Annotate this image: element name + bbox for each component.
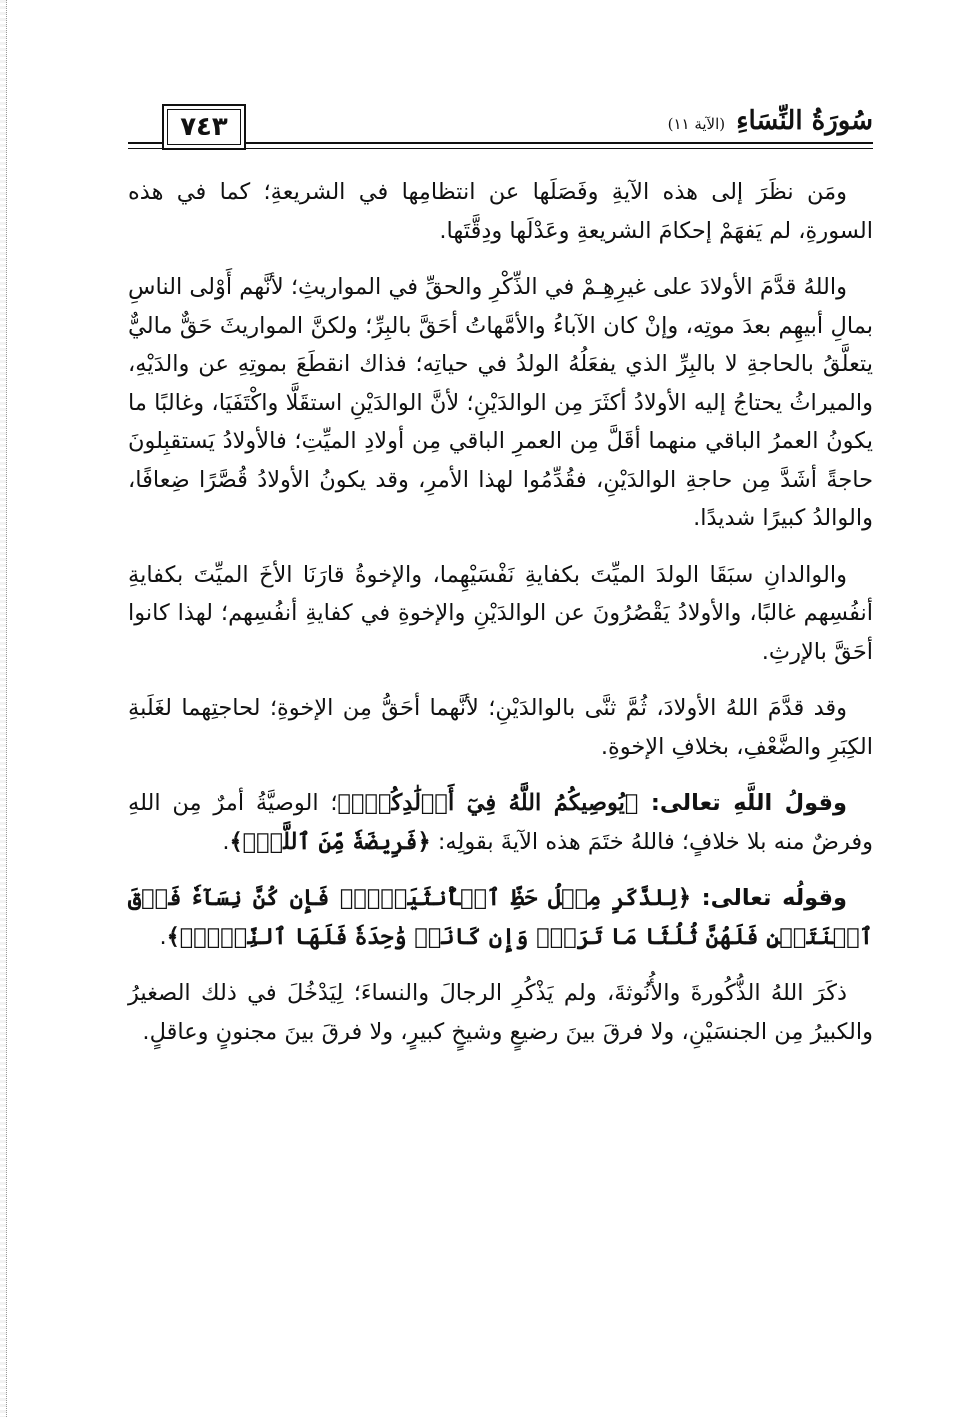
sentence-end: . [222, 828, 230, 855]
page-number: ٧٤٣ [167, 109, 241, 145]
page-number-box [162, 104, 246, 150]
paragraph-3: والوالدانِ سبَقَا الولدَ الميِّتَ بكفايةِ نَفْسَيْهِما، والإخوةُ قارَنَا الأخَ الميِّتَ بكفايةِ أنفُسِهم غالبًا، والأولادُ يَقْصُرُونَ عن الوالدَيْنِ والإخوةِ في كفايةِ أنفُسِهم؛ لهذا كانوا أحَقَّ بالإرثِ. [128, 561, 873, 665]
paragraph-4: وقد قدَّمَ اللهُ الأولادَ، ثُمَّ ثنَّى بالوالدَيْنِ؛ لأنَّهما أحَقُّ مِن الإخوةِ؛ لحاجتِهما لغَلَبةِ الكِبَرِ والضَّعْفِ، بخلافِ الإخوةِ. [128, 695, 873, 760]
page-header [128, 100, 873, 160]
scan-edge [0, 0, 7, 1417]
sentence-end: . [159, 923, 167, 950]
page-body [128, 173, 873, 1069]
running-title [658, 106, 873, 136]
paragraph-7: ذكَرَ اللهُ الذُّكُورةَ والأُنُوثةَ، ولم يَذْكُرِ الرجالَ والنساءَ؛ لِيَدْخُلَ في ذلك الصغيرُ والكبيرُ مِن الجنسَيْنِ، ولا فرقَ بينَ رضيعٍ وشيخٍ كبيرٍ، ولا فرقَ بينَ مجنونٍ وعاقلٍ. [128, 980, 873, 1045]
quran-quote: ﴿فَرِيضَةٗ مِّنَ ٱللَّهِۗ﴾ [229, 828, 431, 855]
paragraph-6 [128, 879, 873, 956]
quran-quote: ﴿لِلذَّكَرِ مِثۡلُ حَظِّ ٱلۡأُنثَيَيۡنِۚ فَإِن كُنَّ نِسَآءٗ فَوۡقَ ٱثۡنَتَيۡنِ فَلَهُنَّ ثُلُثَا مَا تَرَكَۖ وَإِن كَانَتۡ وَٰحِدَةٗ فَلَهَا ٱلنِّصۡفُۚ﴾ [128, 885, 873, 950]
verse-lead: وقولُه تعالى: [691, 885, 847, 911]
quran-quote: ﴿يُوصِيكُمُ اللَّهُ فِيٓ أَوۡلَٰدِكُمۡۖ﴾ [337, 790, 639, 816]
commentary-text: ؛ الوصيَّةُ أمرٌ مِن اللهِ وفرضٌ منه بلا خلافٍ؛ فاللهُ ختَمَ هذه الآيةَ بقولِه: [128, 790, 873, 855]
verse-lead: وقولُ اللَّهِ تعالى: [638, 790, 848, 816]
verse-reference: (الآية ١١) [667, 115, 726, 133]
paragraph-1: ومَن نظَرَ إلى هذه الآيةِ وفَصَلَها عن انتظامِها في الشريعةِ؛ كما في هذه السورةِ، لم يَفهَمْ إحكامَ الشريعةِ وعَدْلَها ودِقَّتَها. [128, 179, 873, 244]
paragraph-5 [128, 784, 873, 861]
paragraph-2: واللهُ قدَّمَ الأولادَ على غيرِهِـمْ في الذِّكْرِ والحقِّ في المواريثِ؛ لأنَّهم أَوْلى الناسِ بمالِ أبيهِم بعدَ موتِه، وإنْ كان الآباءُ والأمَّهاتُ أحَقَّ بالبِرِّ؛ ولكنَّ المواريثَ حَقٌّ ماليٌّ يتعلَّقُ بالحاجةِ لا بالبِرِّ الذي يفعَلُهُ الولدُ في حياتِه؛ فذاك انقطَعَ بموتِهِ عن والدَيْهِ، والميراثُ يحتاجُ إليه الأولادُ أكثَرَ مِن الوالدَيْنِ؛ لأنَّ الوالدَيْنِ استقَلَّا واكْتَفَيَا، وغالبًا ما يكونُ العمرُ الباقي منهما أقَلَّ مِن العمرِ الباقي مِن أولادِ الميِّتِ؛ فالأولادُ يَستقبِلونَ حاجةً أشَدَّ مِن حاجةِ الوالدَيْنِ، فقُدِّمُوا لهذا الأمرِ، وقد يكونُ الأولادُ قُصَّرًا ضِعافًا، والوالدُ كبيرًا شديدًا. [128, 274, 873, 531]
surah-name: سُورَةُ النِّسَاءِ [736, 106, 873, 136]
